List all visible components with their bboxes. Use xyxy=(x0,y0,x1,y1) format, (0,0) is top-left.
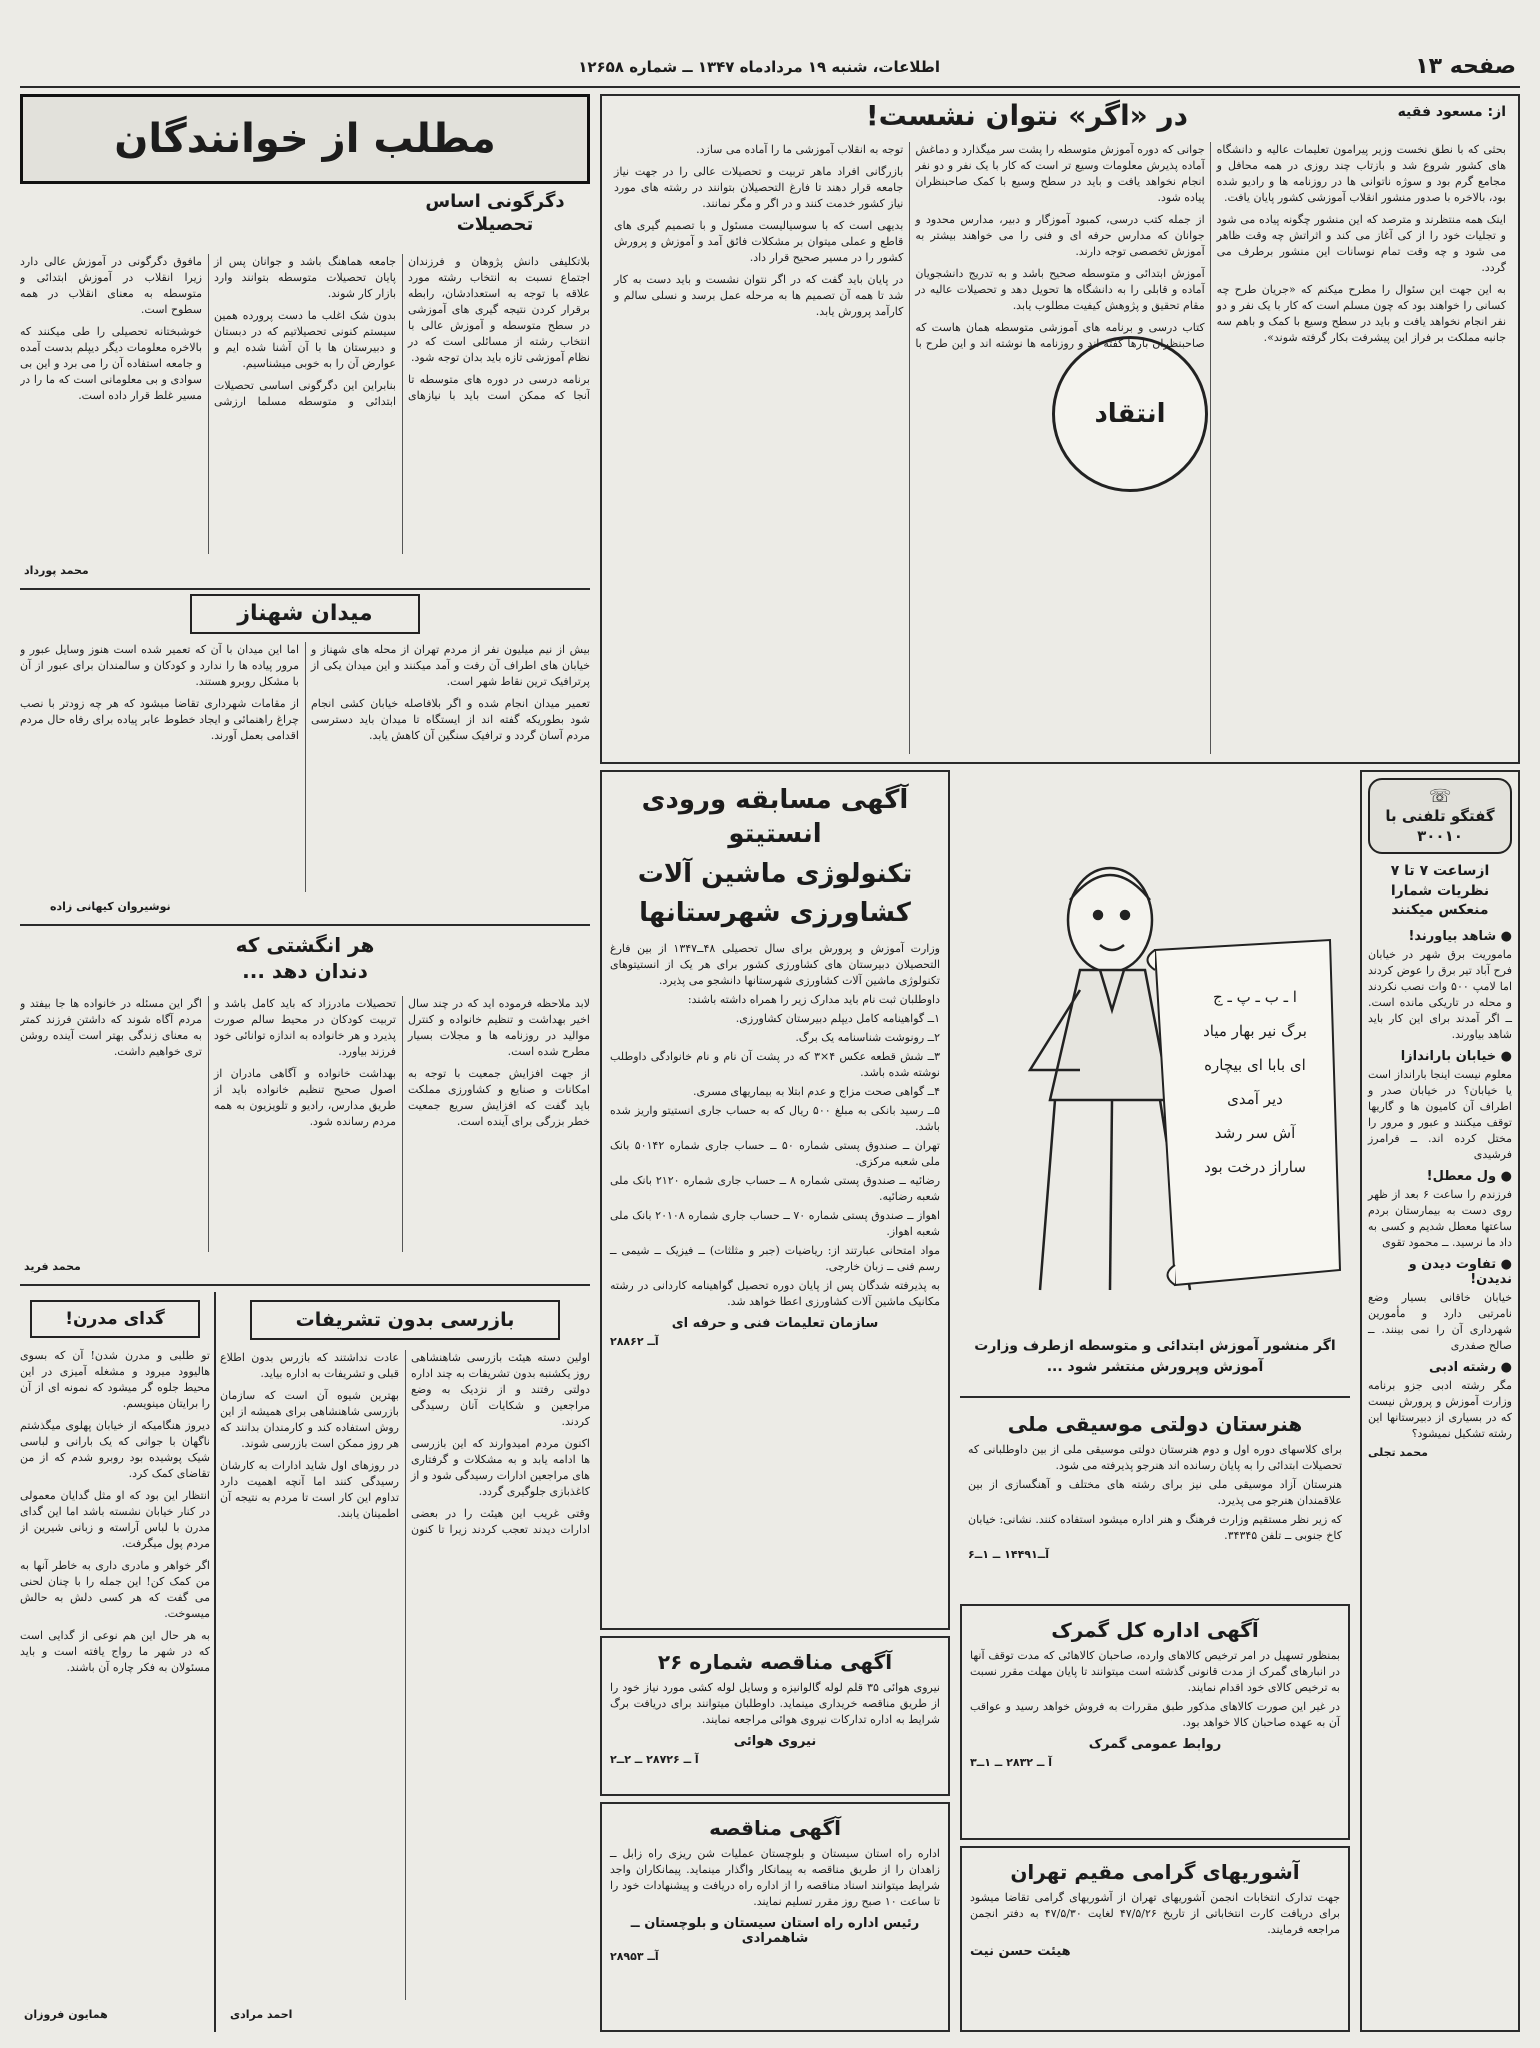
institute-line: به پذیرفته شدگان پس از پایان دوره تحصیل گواهینامه کاردانی در رشته مکانیک ماشین آلات کشاورزی اعطا خواهد شد. xyxy=(610,1279,940,1309)
masthead xyxy=(20,50,1520,84)
institute-line: وزارت آموزش و پرورش برای سال تحصیلی ۴۸ــ۱۳۴۷ از بین فارغ التحصیلان دبیرستان های کشاورزی کشور برای هر یک از انستیتوهای تکنولوژی ماشین آلات کشاورزی شهرستانها دانشجو می پذیرد. xyxy=(610,942,940,988)
music-title: هنرستان دولتی موسیقی ملی xyxy=(1007,1412,1303,1436)
main-paragraph: آموزش ابتدائی و متوسطه صحیح باشد و به تدریج دانشجویان آماده و قابلی را به دانشگاه ها تحویل دهد و تحصیلات عالیه در مقام تحقیق و پژوهش کیفیت مطلوب یابد. xyxy=(915,267,1205,312)
phone-title-box xyxy=(1368,778,1512,854)
writers-paragraph: بنابراین این دگرگونی اساسی تحصیلات ابتدائی و متوسطه مسلما ارزشی مافوق دگرگونی در آموزش عالی دارد زیرا انقلاب در آموزش ابتدائی و متوسطه به معنای انقلاب در همه سطوح است. xyxy=(20,255,396,408)
beggar-paragraph: به هر حال این هم نوعی از گدایی است که در شهر ما رواج یافته است و باید مسئولان به فکر چاره آن باشند. xyxy=(20,1629,210,1674)
cartoon-sign-line: برگ نیر بهار میاد xyxy=(1203,1022,1307,1040)
institute-ad xyxy=(600,770,950,1630)
institute-title-line: کشاورزی شهرستانها xyxy=(639,898,911,929)
writers-sub-title: دگرگونی اساس تحصیلات xyxy=(425,191,565,236)
teeth-title: هر انگشتی که دندان دهد ... xyxy=(235,933,375,983)
phone-item-text: ماموریت برق شهر در خیابان فرح آباد تیر برق را عوض کردند اما لامپ ۵۰۰ وات نصب نکردند و محله در تاریکی مانده است. ــ اگر آمدند برای این کار باید شاهد بیاورند. xyxy=(1368,947,1513,1041)
issue-line: اطلاعات، شنبه ۱۹ مردادماه ۱۳۴۷ ــ شماره ۱۲۶۵۸ xyxy=(578,58,940,76)
shahnaz-body xyxy=(20,642,590,892)
teeth-article xyxy=(20,930,590,1280)
institute-line: تهران ــ صندوق پستی شماره ۵۰ ــ حساب جاری شماره ۵۰۱۴۲ بانک ملی شعبه مرکزی. xyxy=(610,1139,940,1169)
phone-subtitle: ازساعت ۷ تا ۷ نظریات شمارا منعکس میکنند xyxy=(1390,863,1490,919)
tender-ad xyxy=(600,1636,950,1796)
writers-column xyxy=(20,94,590,584)
institute-line: ۱ــ گواهینامه کامل دیپلم دبیرستان کشاورزی. xyxy=(735,1012,940,1026)
shahnaz-paragraph: از مقامات شهرداری تقاضا میشود که هر چه زودتر با نصب چراغ راهنمائی و ایجاد خطوط عابر پیاده برای رفاه حال مردم اقدامی بعمل آورند. xyxy=(20,697,299,742)
music-ad xyxy=(960,1402,1350,1598)
page-number: صفحه ۱۳ xyxy=(1415,54,1516,79)
customs-signature: روابط عمومی گمرک xyxy=(1088,1737,1222,1752)
cartoon-sign-line: ا ـ ب ـ پ ـ ج xyxy=(1213,988,1297,1006)
masthead-rule xyxy=(20,86,1520,88)
phone-item-head: ● رشته ادبی xyxy=(1428,1359,1512,1375)
institute-body xyxy=(610,941,940,1310)
beggar-paragraph: اگر خواهر و مادری داری به خاطر آنها به من کمک کن! این جمله را با چنان لحنی می گفت که هر کسی دلش به حالش میسوخت. xyxy=(20,1559,210,1620)
teeth-paragraph: از جهت افزایش جمعیت با توجه به امکانات و صنایع و کشاورزی مملکت باید گفت که افزایش سریع جمعیت خطر بزرگی برای آینده است. xyxy=(408,1067,590,1128)
institute-line: اهواز ــ صندوق پستی شماره ۷۰ ــ حساب جاری شماره ۲۰۱۰۸ بانک ملی شعبه اهواز. xyxy=(610,1209,941,1239)
beggar-byline: همایون فروزان xyxy=(24,2008,108,2021)
phone-item-text: معلوم نیست اینجا بارانداز است یا خیابان؟ در خیابان صدر و اطراف آن کامیون ها و گاریها توقف میکنند و عبور و مرور را مختل کرده اند. ــ فرامرز فرشیدی xyxy=(1368,1067,1512,1161)
main-article-body xyxy=(614,142,1506,754)
main-paragraph: بحثی که با نطق نخست وزیر پیرامون تعلیمات عالیه و دانشگاه های کشور شروع شد و بازتاب چند روزی در همه محافل و مجامع گرم بود و سوژه ناتوانی ها در روزنامه ها و رادیو شده بود، بالاخره با صدور منشور انقلاب آموزشی کشور پایان یافت. xyxy=(1216,143,1506,204)
main-article-title: در «اگر» نتوان نشست! xyxy=(865,99,1188,132)
rule xyxy=(960,1396,1350,1398)
shahnaz-article xyxy=(20,594,590,920)
writers-body xyxy=(20,254,590,554)
institute-title-line: تکنولوژی ماشین آلات xyxy=(637,858,913,889)
teeth-byline: محمد فرید xyxy=(24,1260,81,1273)
tender2-text: اداره راه استان سیستان و بلوچستان عملیات شن ریزی راه زابل ــ زاهدان را از طریق مناقصه به پیمانکار واگذار مینماید. پیمانکاران واجد شرایط میتوانند اسناد مناقصه را از اداره راه دریافت و پیشنهادات خود را تا ساعت ۱۰ صبح روز مقرر تسلیم نمایند. xyxy=(610,1847,940,1908)
visit-paragraph: وقتی غریب این هیئت را در بعضی ادارات دیدند تعجب کردند زیرا تا کنون عادت نداشتند که بازرس بدون اطلاع قبلی و تشریفات به اداره بیاید. xyxy=(220,1351,590,1536)
customs-ad xyxy=(960,1604,1350,1840)
writers-paragraph: بلاتکلیفی دانش پژوهان و فرزندان اجتماع نسبت به انتخاب رشته مورد علاقه با توجه به استعدادشان، رابطه برقرار کردن نتیجه گیری های آموزشی در سطح متوسطه و آموزش عالی با انتخاب رشته از مسائلی است که در نظام آموزشی تازه باید بدان توجه شود. xyxy=(408,255,590,364)
institute-line: ۲ــ رونوشت شناسنامه یک برگ. xyxy=(795,1031,940,1045)
cartoon-sign-text xyxy=(1175,980,1335,1184)
phone-item-head: ● خیابان باراندازا xyxy=(1400,1048,1512,1064)
tender-text: نیروی هوائی ۳۵ قلم لوله گالوانیزه و وسایل لوله کشی مورد نیاز خود را از طریق مناقصه خریداری مینماید. داوطلبان میتوانند برای دریافت برگ شرایط به اداره تدارکات نیروی هوائی مراجعه نمایند. xyxy=(610,1681,940,1726)
main-paragraph: به این جهت این سئوال را مطرح میکنم که «جریان طرح چه کسانی را خواهند بود که چون مسلم است که کار با یک نفر و دو نفر انجام نخواهد یافت و باید در سطح وسیع با کمک و باهم سه جانبه مملکت بر فراز این پیشرفت بکار گرفته شوند». xyxy=(1216,283,1506,344)
beggar-paragraph: دیروز هنگامیکه از خیابان پهلوی میگذشتم ناگهان با جوانی که یک بارانی و لباسی شیک پوشیده بود روبرو شدم که از من تقاضای کمک کرد. xyxy=(20,1419,210,1480)
phone-item-head: ● ول معطل! xyxy=(1426,1168,1512,1184)
rule xyxy=(20,1284,590,1286)
writers-paragraph: خوشبختانه تحصیلی را طی میکنند که بالاخره معلومات دیگر دیپلم بدست آمده و جامعه استفاده آن را می برد و این بی سوادی و بی معلومانی است که ما را در مسیر غلط قرار داده است. xyxy=(20,325,202,402)
writers-banner xyxy=(20,94,590,184)
institute-title-line: آگهی مسابقه ورودی انستیتو xyxy=(641,785,909,849)
rule xyxy=(20,588,590,590)
phone-item-head-text: رشته ادبی xyxy=(1428,1359,1497,1375)
institute-title xyxy=(610,784,940,931)
music-line: که زیر نظر مستقیم وزارت فرهنگ و هنر اداره میشود استفاده کنند. نشانی: خیابان کاخ جنوبی ــ تلفن ۳۴۳۴۵. xyxy=(968,1513,1342,1542)
phone-item-text: خیابان خاقانی بسیار وضع نامرتبی دارد و مأمورین شهرداری آن را نمی بینند. ــ صالح صفدری xyxy=(1368,1290,1512,1352)
assyrian-title: آشوریهای گرامی مقیم تهران xyxy=(1010,1860,1300,1884)
phone-byline: محمد تجلی xyxy=(1368,1445,1428,1459)
cartoon-sign-line: ساراز درخت بود xyxy=(1204,1158,1306,1176)
badge-label: انتقاد xyxy=(1094,399,1166,429)
teeth-paragraph: بهداشت خانواده و آگاهی مادران از اصول صحیح تنظیم خانواده باید از طریق مدارس، رادیو و تلویزیون به همه مردم رسانده شود. xyxy=(214,1067,396,1128)
tender-signature: نیروی هوائی xyxy=(733,1734,817,1749)
visit-title: بازرسی بدون تشریفات xyxy=(250,1300,560,1340)
institute-line: ۴ــ گواهی صحت مزاج و عدم ابتلا به بیماریهای مسری. xyxy=(693,1085,940,1099)
tender2-title: آگهی مناقصه xyxy=(709,1816,841,1840)
cartoon-sign-line: آش سر رشد xyxy=(1214,1124,1296,1142)
visit-paragraph: اولین دسته هیئت بازرسی شاهنشاهی روز یکشنبه بدون تشریفات به چند اداره دولتی رفتند و از نزدیک به وضع مراجعین و شکایات آنان رسیدگی کردند. xyxy=(411,1351,590,1428)
institute-line: ۵ــ رسید بانکی به مبلغ ۵۰۰ ریال که به حساب جاری انستیتو واریز شده باشد. xyxy=(610,1104,941,1134)
phone-icon: ☏ xyxy=(1428,786,1452,807)
assyrian-ad xyxy=(960,1846,1350,2032)
beggar-article xyxy=(20,1292,210,2032)
main-paragraph: جوانی که دوره آموزش متوسطه را پشت سر میگذارد و دماغش آماده پذیرش معلومات وسیع تر است که کار با یک نفر و دو نفر انجام نخواهد یافت و باید در سطح وسیع با کمک صاحبنظران پیاده شود. xyxy=(915,143,1205,204)
phone-column xyxy=(1360,770,1520,2032)
institute-signature: سازمان تعلیمات فنی و حرفه ای xyxy=(671,1316,879,1332)
beggar-body xyxy=(20,1348,210,1998)
customs-line: بمنظور تسهیل در امر ترخیص کالاهای وارده، صاحبان کالاهائی که مدت توقف آنها در انبارهای گمرک از مدت قانونی گذشته است میتوانند تا پایان مهلت مقرر نسبت به ترخیص کالای خود اقدام نمایند. xyxy=(970,1649,1340,1694)
visit-paragraph: بهترین شیوه آن است که سازمان بازرسی شاهنشاهی برای همیشه از این روش استفاده کند و کارمندان بدانند که هر روز ممکن است بازرسی شوند. xyxy=(220,1389,399,1450)
phone-item-head-text: خیابان باراندازا xyxy=(1400,1048,1497,1064)
main-paragraph: کتاب درسی و برنامه های آموزشی متوسطه همان هاست که صاحبنظران بارها گفته اند و روزنامه ها نوشته اند و این طرح با توجه به انقلاب آموزشی ما را آماده می سازد. xyxy=(696,143,1205,350)
beggar-paragraph: انتظار این بود که او مثل گدایان معمولی در کنار خیابان نشسته باشد اما این گدای مدرن با لباس آراسته و زبانی شیرین از مردم پول میگرفت. xyxy=(20,1489,210,1550)
shahnaz-paragraph: اما این میدان با آن که تعمیر شده است هنوز وسایل عبور و مرور پیاده ها را ندارد و کودکان و سالمندان برای عبور از آن با مشکل روبرو هستند. xyxy=(20,643,299,688)
phone-item-head-text: تفاوت دیدن و ندیدن! xyxy=(1408,1256,1512,1287)
beggar-paragraph: تو طلبی و مدرن شدن! آن که بسوی هالیوود میرود و مشغله آمیزی در این محیط جلوه گر میشود که نمونه ای از آن را برایتان مینویسم. xyxy=(20,1349,210,1410)
cartoon-sign-line: ای بابا ای بیچاره xyxy=(1204,1056,1306,1074)
teeth-paragraph: تحصیلات مادرزاد که باید کامل باشد و تربیت کودکان در محیط سالم صورت پذیرد و هر خانواده به اندازه توانائی خود فرزند بیاورد. xyxy=(214,997,396,1058)
phone-item-text: فرزندم را ساعت ۶ بعد از ظهر روی دست به بیمارستان بردم ساعتها معطل شدیم و کسی به داد ما نرسید. ــ محمود تقوی xyxy=(1368,1187,1512,1249)
teeth-paragraph: لابد ملاحظه فرموده اید که در چند سال اخیر بهداشت و تنظیم خانواده و کنترل موالید در روزنامه ها و مجلات بسیار مطرح شده است. xyxy=(408,997,590,1058)
shahnaz-paragraph: تعمیر میدان انجام شده و اگر بلافاصله خیابان کشی انجام شود بطوریکه گفته اند از ایستگاه تا میدان باید دسترسی مردم آسان گردد و ترافیک سنگین آن کاهش یابد. xyxy=(311,697,590,742)
visit-article xyxy=(220,1292,590,2032)
tender-title: آگهی مناقصه شماره ۲۶ xyxy=(657,1650,893,1674)
main-article-byline: از: مسعود فقیه xyxy=(1397,104,1506,120)
cartoon-caption: اگر منشور آموزش ابتدائی و متوسطه ازطرف وزارت آموزش وپرورش منتشر شود ... xyxy=(974,1338,1336,1375)
writers-byline: محمد پورداد xyxy=(24,564,89,577)
writers-paragraph: بدون شک اغلب ما دست پرورده همین سیستم کنونی تحصیلاتیم که در دبستان و دبیرستان ها با آن آشنا شده ایم و عوارض آن را به خوبی میشناسیم. xyxy=(214,309,396,370)
rule xyxy=(214,1292,216,2032)
writers-title: مطلب از خوانندگان xyxy=(114,116,496,162)
teeth-body xyxy=(20,996,590,1252)
main-paragraph: بدیهی است که با سوسیالیست مسئول و با تصمیم گیری های قاطع و عملی میتوان بر مشکلات فائق آمد و آموزش و پرورش کشور را در مسیر صحیح قرار داد. xyxy=(614,219,904,264)
main-paragraph: از جمله کتب درسی، کمبود آموزگار و دبیر، مدارس محدود و جوانان که مدارس حرفه ای و فنی را می خواهند بیشتر به آموزش تخصصی توجه دارند. xyxy=(915,213,1205,258)
visit-paragraph: اکنون مردم امیدوارند که این بازرسی ها ادامه یابد و به مشکلات و گرفتاری های مراجعین ادارات رسیدگی شود و از کاغذبازی جلوگیری گردد. xyxy=(411,1437,590,1498)
institute-line: رضائیه ــ صندوق پستی شماره ۸ ــ حساب جاری شماره ۲۱۲۰ بانک ملی شعبه رضائیه. xyxy=(610,1174,941,1204)
institute-line: مواد امتحانی عبارتند از: ریاضیات (جبر و مثلثات) ــ فیزیک ــ شیمی ــ رسم فنی ــ زبان خارجی. xyxy=(610,1244,940,1274)
music-ref: آــ۱۴۴۹۱ ــ ۱ــ۶ xyxy=(968,1548,1050,1561)
customs-line: در غیر این صورت کالاهای مذکور طبق مقررات به فروش خواهد رسید و عواقب آن به عهده صاحبان کالا خواهد بود. xyxy=(970,1700,1340,1729)
tender2-signature: رئیس اداره راه استان سیستان و بلوچستان ــ شاهمرادی xyxy=(630,1916,920,1946)
phone-item-text: مگر رشته ادبی جزو برنامه وزارت آموزش و پرورش نیست که در بسیاری از دبیرستانها این رشته تشکیل نمیشود؟ xyxy=(1368,1378,1512,1440)
phone-item-head: ● شاهد بیاورند! xyxy=(1408,928,1512,944)
main-paragraph: اینک همه منتظرند و مترصد که این منشور چگونه پیاده می شود و تجلیات خود را از کی آغاز می کند و اثراتش چه وقت ظاهر می شود و چه وقت تمام نوسانات این منشور برطرف می گردد. xyxy=(1216,213,1506,274)
music-line: برای کلاسهای دوره اول و دوم هنرستان دولتی موسیقی ملی از بین داوطلبانی که تحصیلات ابتدائی را به پایان رسانده اند هنرجو پذیرفته می شود. xyxy=(968,1443,1342,1472)
music-line: هنرستان آزاد موسیقی ملی نیز برای رشته های مختلف و آهنگسازی از بین علاقمندان هنرجو می پذیرد. xyxy=(968,1478,1342,1507)
institute-ref: آــ ۲۸۸۶۲ xyxy=(610,1335,659,1349)
cartoon-sign-line: دیر آمدی xyxy=(1227,1090,1283,1108)
main-article xyxy=(600,94,1520,764)
institute-line: ۳ــ شش قطعه عکس ۴×۳ که در پشت آن نام و نام خانوادگی داوطلب نوشته شده باشد. xyxy=(610,1050,940,1080)
shahnaz-title: میدان شهناز xyxy=(190,594,420,634)
phone-item-head-text: شاهد بیاورند! xyxy=(1408,928,1497,944)
phone-title: گفتگو تلفنی با ۳۰۰۱۰ xyxy=(1385,807,1495,845)
writers-paragraph: برنامه درسی در دوره های متوسطه تا آنجا که ممکن است باید با نیازهای جامعه هماهنگ باشد و جوانان پس از پایان تحصیلات متوسطه بتوانند وارد بازار کار شوند. xyxy=(214,255,590,402)
assyrian-text: جهت تدارک انتخابات انجمن آشوریهای تهران از آشوریهای گرامی تقاضا میشود برای دریافت کارت انتخاباتی از تاریخ ۴۷/۵/۲۶ لغایت ۴۷/۵/۳۰ به دفتر انجمن مراجعه فرمایند. xyxy=(970,1891,1340,1936)
institute-line: داوطلبان ثبت نام باید مدارک زیر را همراه داشته باشند: xyxy=(687,993,940,1007)
shahnaz-paragraph: بیش از نیم میلیون نفر از مردم تهران از محله های شهناز و خیابان های اطراف آن رفت و آمد میکنند و این میدان یکی از پرترافیک ترین نقاط شهر است. xyxy=(311,643,590,688)
main-paragraph: بازرگانی افراد ماهر تربیت و تحصیلات عالی را در جهت نیاز جامعه قرار دهند تا فارغ التحصیلان بتوانند در رشته های مورد نیاز کشور خدمت کنند و در اگر و مگر نمانند. xyxy=(614,165,904,210)
rule xyxy=(20,924,590,926)
customs-ref: آ ــ ۲۸۳۲ ــ ۱ــ۳ xyxy=(970,1756,1052,1769)
cartoon xyxy=(960,770,1350,1390)
visit-paragraph: در روزهای اول شاید ادارات به کارشان رسیدگی کنند اما آنچه اهمیت دارد تداوم این کار است تا مردم به نتیجه آن اطمینان یابند. xyxy=(220,1459,399,1520)
tender2-ad xyxy=(600,1802,950,2032)
visit-body xyxy=(220,1350,590,2000)
phone-items xyxy=(1368,929,1512,1442)
visit-byline: احمد مرادی xyxy=(230,2008,293,2021)
assyrian-signature: هیئت حسن نیت xyxy=(970,1944,1071,1959)
teeth-paragraph: اگر این مسئله در خانواده ها جا بیفتد و مردم آگاه شوند که داشتن فرزند کمتر به معنای زندگی بهتر است آینده روشن تری خواهیم داشت. xyxy=(20,997,202,1058)
tender-ref: آ ــ ۲۸۷۲۶ ــ ۲ــ۲ xyxy=(610,1753,699,1766)
phone-item-head: ● تفاوت دیدن و ندیدن! xyxy=(1408,1256,1512,1287)
phone-item-head-text: ول معطل! xyxy=(1426,1168,1497,1184)
shahnaz-byline: نوشیروان کیهانی زاده xyxy=(50,900,171,913)
tender2-ref: آــ ۲۸۹۵۳ xyxy=(610,1950,659,1963)
customs-title: آگهی اداره کل گمرک xyxy=(1051,1618,1259,1642)
beggar-title: گدای مدرن! xyxy=(30,1300,200,1338)
main-paragraph: در پایان باید گفت که در اگر نتوان نشست و باید دست به کار شد تا همه آن تصمیم ها به مرحله عمل برسد و نسلی سالم و کارآمد پرورش یابد. xyxy=(614,273,904,318)
